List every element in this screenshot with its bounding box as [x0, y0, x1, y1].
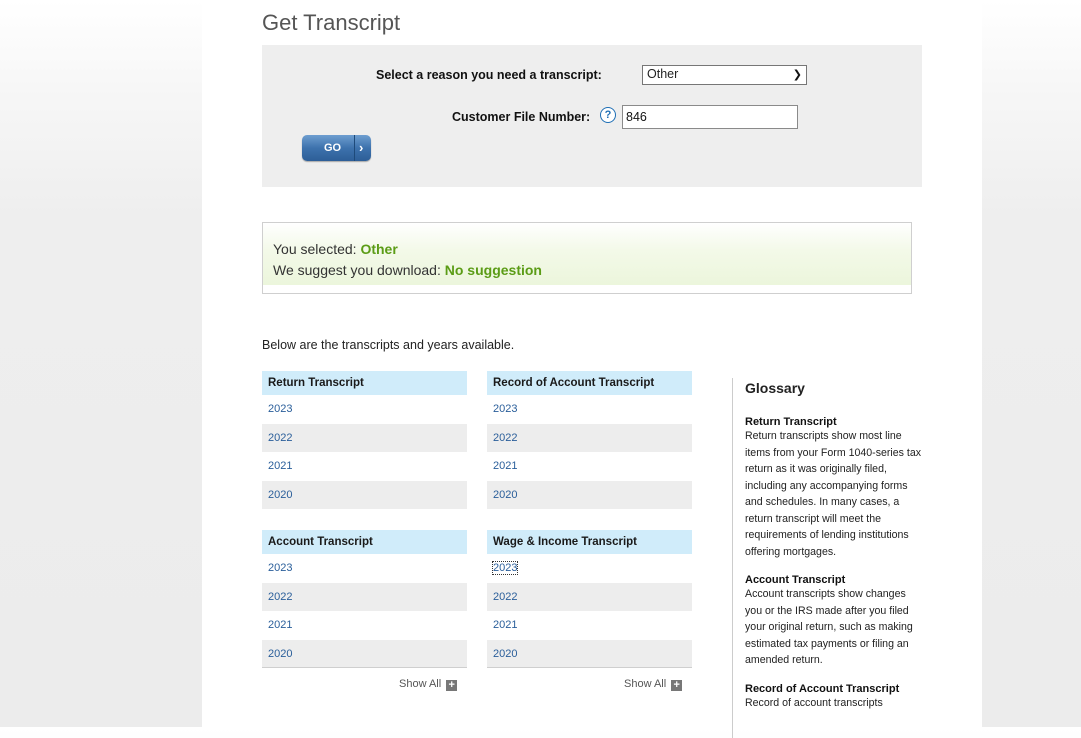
suggestion-box: [262, 222, 912, 294]
year-link[interactable]: [487, 554, 692, 583]
record-of-account-transcript-table: [487, 371, 692, 509]
suggest-line: [273, 262, 542, 278]
show-all-label: Show All: [624, 678, 667, 690]
reason-select-value: Other: [647, 67, 679, 81]
year-link[interactable]: 2022: [487, 583, 692, 612]
page-title: Get Transcript: [262, 10, 401, 35]
year-link[interactable]: 2021: [493, 460, 518, 472]
go-button[interactable]: [302, 135, 371, 161]
year-link[interactable]: 2020: [487, 481, 692, 510]
suggestion-box-footer: [263, 285, 911, 293]
available-text: Below are the transcripts and years available.: [262, 338, 515, 352]
glossary-term: Account Transcript: [745, 574, 846, 586]
reason-label: Select a reason you need a transcript:: [376, 68, 602, 82]
selected-line: [273, 241, 398, 257]
show-all-label: Show All: [399, 678, 442, 690]
chevron-right-icon: ›: [359, 140, 364, 155]
table-header: Return Transcript: [262, 371, 467, 395]
year-link[interactable]: 2022: [262, 424, 467, 453]
show-all-wage-income-transcript[interactable]: [624, 678, 682, 691]
selected-prefix: You selected:: [273, 241, 357, 257]
glossary-title: Glossary: [745, 380, 805, 396]
year-link[interactable]: 2023: [493, 403, 518, 415]
suggest-value: No suggestion: [444, 262, 542, 278]
wage-income-transcript-table: [487, 530, 692, 668]
table-header: Record of Account Transcript: [487, 371, 692, 395]
account-transcript-table: [262, 530, 467, 668]
glossary-panel: [732, 378, 922, 738]
year-link[interactable]: 2023: [268, 562, 293, 574]
year-link[interactable]: 2022: [262, 583, 467, 612]
show-all-account-transcript[interactable]: [399, 678, 457, 691]
customer-file-number-input[interactable]: 846: [622, 105, 798, 129]
reason-select[interactable]: [642, 65, 807, 85]
table-header: Wage & Income Transcript: [487, 530, 692, 554]
year-link[interactable]: 2023: [268, 403, 293, 415]
return-transcript-table: [262, 371, 467, 509]
plus-icon: +: [671, 680, 682, 691]
main-page: [202, 0, 982, 727]
transcript-form: [262, 45, 922, 187]
glossary-term: Record of Account Transcript: [745, 682, 900, 695]
selected-value: Other: [360, 241, 398, 257]
year-link-label: 2023: [493, 562, 518, 574]
suggest-prefix: We suggest you download:: [273, 262, 441, 278]
table-header: Account Transcript: [262, 530, 467, 554]
glossary-term: Return Transcript: [745, 416, 837, 428]
plus-icon: +: [446, 680, 457, 691]
year-link[interactable]: 2020: [262, 640, 467, 669]
year-link[interactable]: 2020: [262, 481, 467, 510]
go-button-divider: [354, 135, 355, 161]
year-link[interactable]: 2020: [487, 640, 692, 669]
year-link[interactable]: 2021: [268, 460, 293, 472]
year-link[interactable]: 2022: [487, 424, 692, 453]
glossary-definition: Record of account transcripts: [745, 696, 883, 709]
chevron-down-icon: ❯: [792, 69, 802, 81]
year-link[interactable]: 2021: [493, 619, 518, 631]
go-button-label: GO: [324, 142, 342, 154]
glossary-definition: Return transcripts show most line items from your Form 1040-series tax return as it was originally filed, including any accompanying forms and schedules. In many cases, a return transcript will meet the requirements of lending institutions offering mortgages.: [745, 430, 922, 558]
year-link[interactable]: 2021: [268, 619, 293, 631]
glossary-definition: Account transcripts show changes you or the IRS made after you filed your original return, such as making estimated tax payments or filing an amended return.: [745, 588, 913, 666]
customer-file-number-label: Customer File Number:: [452, 110, 591, 124]
help-icon[interactable]: ?: [600, 107, 616, 123]
